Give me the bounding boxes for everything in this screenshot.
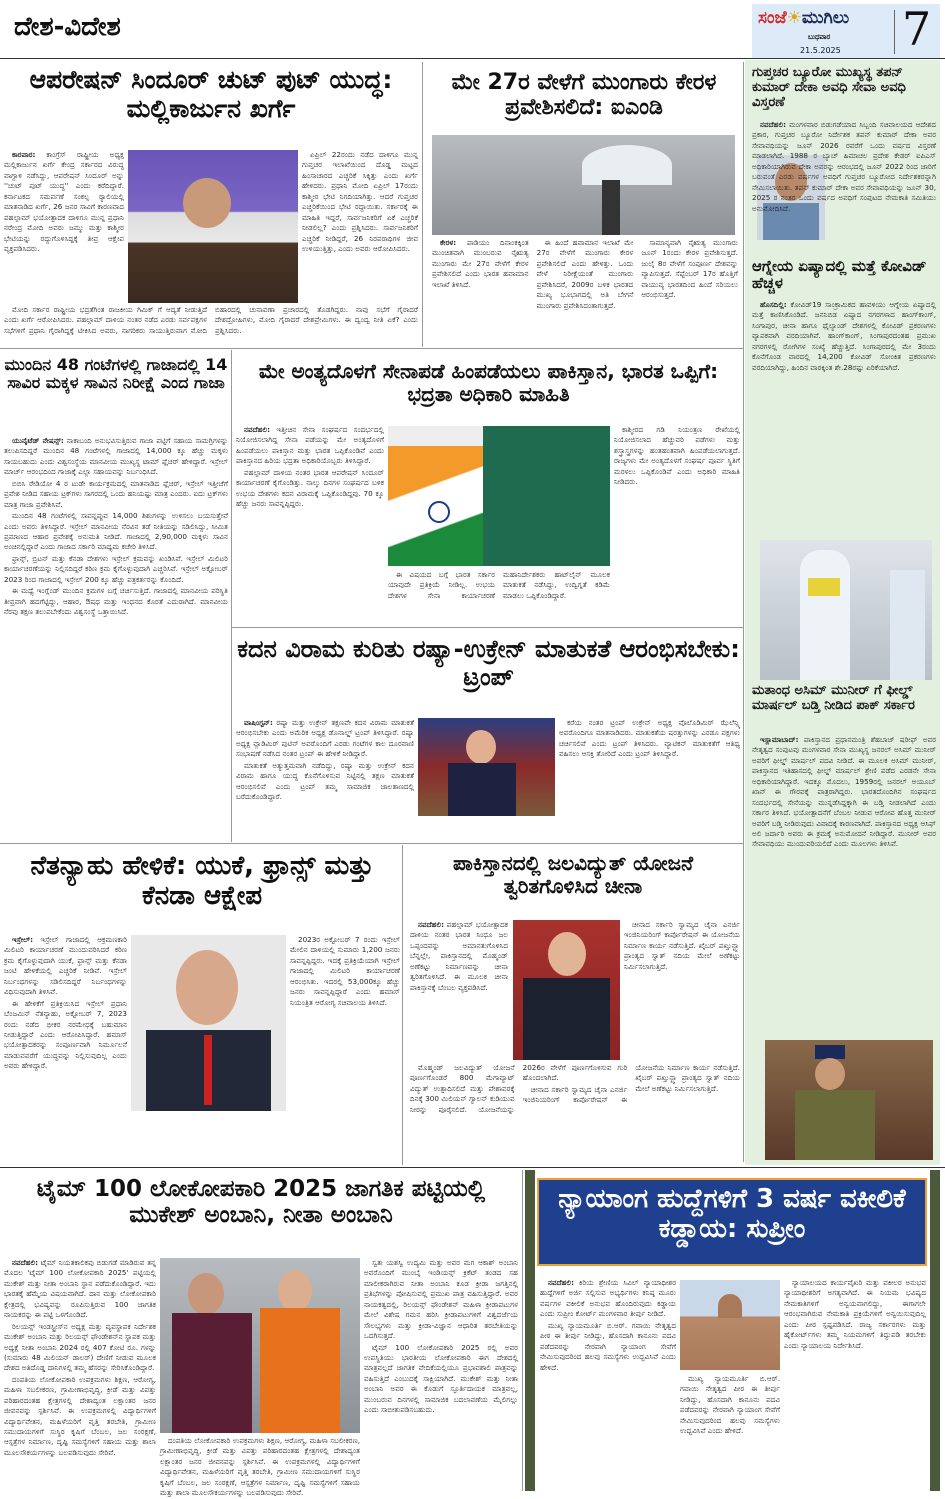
text-span: ಇಸ್ಲಾಮಾಬಾದ್: bbox=[760, 735, 799, 744]
headline: ಮೇ ಅಂತ್ಯದೊಳಗೆ ಸೇನಾಪಡೆ ಹಿಂಪಡೆಯಲು ಪಾಕಿಸ್ತಾನ, ಭಾರತ ಒಪ್ಪಿಗೆ: ಭದ್ರತಾ ಅಧಿಕಾರಿ ಮಾಹಿತಿ bbox=[258, 359, 719, 406]
text-span bbox=[172, 1313, 252, 1433]
text-span: ಮೊಹ್ಮಂಡ್ ಜಲವಿದ್ಯುತ್ ಯೋಜನೆ ಪೂರ್ಣಗೊಂಡರೆ 800 ಮೆಗಾವ್ಯಾಟ್ ವಿದ್ಯುತ್ ಉತ್ಪಾದಿಸಲಿದೆ ಮತ್ತು ಪೇಶಾವರಕ್ಕೆ ದಿನಕ್ಕೆ 300 ಮಿಲಿಯನ್ ಗ್ಯಾಲನ್ ಕುಡಿಯುವ ನೀರನ್ನು ಪೂರೈಸಲಿದೆ. ಯೋಜನೆಯನ್ನು 2026ರ ವೇಳೆಗೆ ಪೂರ್ಣಗೊಳಿಸುವ ಗುರಿ ಹೊಂದಲಾಗಿದೆ. bbox=[410, 1063, 628, 1114]
text-span: ನವದೆಹಲಿ: bbox=[244, 425, 270, 434]
article-body bbox=[410, 1063, 740, 1163]
text-span: ನವದೆಹಲಿ: bbox=[760, 120, 786, 129]
text-span bbox=[466, 730, 496, 764]
article-body bbox=[388, 570, 610, 624]
article-body bbox=[4, 150, 124, 305]
text-span: ನ್ಯಾಯಾಲಯದ ಕಾರ್ಯವೈಖರಿ ಮತ್ತು ವಕೀಲರ ಅನುಭವ ನ್ಯಾಯಾಧೀಶರಿಗೆ ಅಗತ್ಯವಾಗಿದೆ. ಈ ನಿಯಮ ಭವಿಷ್ಯದ ನೇಮಕಾತಿಗಳಿಗೆ ಅನ್ವಯವಾಗಲಿದ್ದು, ಈಗಾಗಲೇ ಆರಂಭವಾಗಿರುವ ನೇಮಕಾತಿ ಪ್ರಕ್ರಿಯೆಗಳಿಗೆ ಅನ್ವಯಿಸುವುದಿಲ್ಲ ಎಂದು ಪೀಠ ಸ್ಪಷ್ಟಪಡಿಸಿದೆ. ರಾಜ್ಯ ಸರ್ಕಾರಗಳು ಮತ್ತು ಹೈಕೋರ್ಟ್‌ಗಳು ತಮ್ಮ ನಿಯಮಗಳಿಗೆ ತಿದ್ದುಪಡಿ ತರಬೇಕು ಎಂದು ನ್ಯಾಯಾಲಯ ನಿರ್ದೇಶಿಸಿದೆ. bbox=[784, 1278, 926, 1350]
text-span: ಕಿರಿಯ ಶ್ರೇಣಿಯ ಸಿವಿಲ್ ನ್ಯಾಯಾಧೀಶರ ಹುದ್ದೆಗಳಿಗೆ ಅರ್ಜಿ ಸಲ್ಲಿಸುವ ಅಭ್ಯರ್ಥಿಗಳು ಕನಿಷ್ಠ ಮೂರು ವರ್ಷಗಳ ವಕೀಲಿಕೆ ಅನುಭವ ಹೊಂದಿರುವುದು ಕಡ್ಡಾಯ ಎಂದು ಸುಪ್ರೀಂ ಕೋರ್ಟ್ ಮಂಗಳವಾರ ತೀರ್ಪು ನೀಡಿದೆ. bbox=[540, 1278, 676, 1319]
text-span bbox=[410, 920, 508, 993]
text-span bbox=[432, 238, 529, 290]
text-span: ವಾಷಿಂಗ್ಟನ್: bbox=[244, 718, 273, 727]
text-span bbox=[4, 935, 127, 998]
text-span: ಈ ವಿಷಯದ ಬಗ್ಗೆ ಭಾರತ ಸರ್ಕಾರ ಯಾವುದೇ ಪ್ರತಿಕ್ರಿಯೆ ನೀಡಿಲ್ಲ. ಉಭಯ ದೇಶಗಳ ಸೇನಾ ಕಾರ್ಯಾಚರಣೆ ಮಹಾನಿರ್ದೇಶಕರು ಹಾಟ್‌ಲೈನ್ ಮೂಲಕ ಮಾತುಕತೆ ನಡೆಸಿದ್ದು, ಉದ್ವಿಗ್ನತೆ ಕಡಿಮೆ ಮಾಡಲು ಒಪ್ಪಿಕೊಂಡಿದ್ದಾರೆ. bbox=[388, 570, 610, 600]
text-span: ಪಹಲ್ಗಾಮ್ ಭಯೋತ್ಪಾದಕ ದಾಳಿಯ ನಂತರ ಭಾರತ ಸಿಂಧೂ ಜಲ ಒಪ್ಪಂದವನ್ನು ಅಮಾನತುಗೊಳಿಸಿದ ಬೆನ್ನಲ್ಲೇ, ಪಾಕಿಸ್ತಾನದಲ್ಲಿ ಮೊಹ್ಮಂಡ್ ಅಣೆಕಟ್ಟು ನಿರ್ಮಾಣವನ್ನು ಚೀನಾ ತ್ವರಿತಗೊಳಿಸಿದೆ. ಈ ಮೂಲಕ ಚೀನಾ ಪಾಕಿಸ್ತಾನಕ್ಕೆ ಬೆಂಬಲ ವ್ಯಕ್ತಪಡಿಸಿದೆ. bbox=[410, 920, 508, 992]
text-span: ಪಹಲ್ಗಾಮ್ ದಾಳಿಯ ನಂತರ ಭಾರತ ಆಪರೇಷನ್ ಸಿಂದೂರ್ ಕಾರ್ಯಾಚರಣೆ ಕೈಗೊಂಡಿತ್ತು. ನಾಲ್ಕು ದಿನಗಳ ಸಂಘರ್ಷದ ಬಳಿಕ ಉಭಯ ದೇಶಗಳು ಕದನ ವಿರಾಮಕ್ಕೆ ಒಪ್ಪಿಕೊಂಡಿದ್ದವು. 70 ಕ್ಕೂ ಹೆಚ್ಚು ಜನರು ಸಾವನ್ನಪ್ಪಿದ್ದರು. bbox=[236, 467, 384, 509]
sidebar-headline: ಗುಪ್ತಚರ ಬ್ಯೂರೋ ಮುಖ್ಯಸ್ಥ ತಪನ್ ಕುಮಾರ್ ದೇಕಾ ಅವಧಿ ಸೇವಾ ಅವಧಿ ವಿಸ್ತರಣೆ bbox=[752, 65, 906, 110]
article-body bbox=[4, 436, 228, 840]
text-span bbox=[188, 1273, 224, 1315]
text-span: ಈ ಮಧ್ಯೆ ಇಂಗ್ಲೆಂಡ್ ಮುಂದಿನ ಕ್ರಮಗಳ ಬಗ್ಗೆ ಚರ್ಚಿಸುತ್ತಿದೆ. ಗಾಜಾದಲ್ಲಿ ಮಾನವೀಯ ಪರಿಸ್ಥಿತಿ ತೀವ್ರವಾಗಿ ಹದಗೆಟ್ಟಿದ್ದು, ಆಹಾರ, ಔಷಧ ಮತ್ತು ಇಂಧನದ ಕೊರತೆ ಎದುರಾಗಿದೆ. ಮಾನವೀಯ ನೆರವು ತಕ್ಷಣ ತಲುಪಬೇಕೆಂದು ವಿಶ್ವಸಂಸ್ಥೆ ಒತ್ತಾಯಿಸಿದೆ. bbox=[4, 586, 228, 616]
article-body bbox=[4, 935, 127, 1163]
sun-palm-icon: ☀ bbox=[786, 8, 802, 28]
sidebar-body bbox=[752, 300, 936, 538]
photo-trump bbox=[418, 718, 555, 816]
article-body bbox=[540, 1278, 676, 1488]
sidebar-body bbox=[752, 120, 936, 250]
text-span bbox=[260, 1308, 340, 1433]
article-body bbox=[236, 718, 414, 840]
article-body bbox=[624, 920, 740, 1060]
text-span: ಯುನೈಟೆಡ್ ನೇಷನ್ಸ್: bbox=[12, 436, 64, 445]
masthead-day: ಬುಧವಾರ bbox=[808, 33, 831, 41]
text-span bbox=[204, 1035, 212, 1105]
text-span: ಇಸ್ರೇಲ್ ಗಾಜಾದಲ್ಲಿ ಆಕ್ರಮಣಕಾರಿ ಮಿಲಿಟರಿ ಕಾರ್ಯಾಚರಣೆ ಮುಂದುವರಿಸಿದರೆ ಕಠಿಣ ಕ್ರಮ ಕೈಗೊಳ್ಳುವುದಾಗಿ ಯುಕೆ, ಫ್ರಾನ್ಸ್ ಮತ್ತು ಕೆನಡಾ ಜಂಟಿ ಹೇಳಿಕೆಯಲ್ಲಿ ಎಚ್ಚರಿಕೆ ನೀಡಿವೆ. ಇಸ್ರೇಲ್ ನಿರ್ಬಂಧಗಳನ್ನು ಸಡಿಲಿಸದಿದ್ದರೆ ನಿರ್ಬಂಧಗಳನ್ನು ವಿಧಿಸುವುದಾಗಿ ತಿಳಿಸಿವೆ. bbox=[4, 935, 127, 997]
column-rule bbox=[0, 58, 945, 59]
photo-india-pakistan-flags bbox=[388, 426, 610, 566]
text-span bbox=[800, 550, 850, 680]
headline: ಪಾಕಿಸ್ತಾನದಲ್ಲಿ ಜಲವಿದ್ಯುತ್ ಯೋಜನೆ ತ್ವರಿತಗೊಳಿಸಿದ ಚೀನಾ bbox=[452, 851, 694, 898]
headline: ಮುಂದಿನ 48 ಗಂಟೆಗಳಲ್ಲಿ ಗಾಜಾದಲ್ಲಿ 14 ಸಾವಿರ ಮಕ್ಕಳ ಸಾವಿನ ನಿರೀಕ್ಷೆ ಎಂದ ಗಾಜಾ bbox=[4, 355, 228, 393]
text-span bbox=[540, 1278, 676, 1320]
text-span: ದಂಪತಿಯ ಲೋಕೋಪಕಾರಿ ಉಪಕ್ರಮಗಳು ಶಿಕ್ಷಣ, ಆರೋಗ್ಯ, ಮಹಿಳಾ ಸಬಲೀಕರಣ, ಗ್ರಾಮೀಣಾಭಿವೃದ್ಧಿ, ಕ್ರೀಡೆ ಮತ್ತು ವಿಪತ್ತು ಪರಿಹಾರದಂತಹ ಕ್ಷೇತ್ರಗಳಲ್ಲಿ ದೇಶಾದ್ಯಂತ ಲಕ್ಷಾಂತರ ಜನರ ಜೀವನವನ್ನು ಸ್ಪರ್ಶಿಸಿವೆ. ಈ ಉಪಕ್ರಮಗಳಲ್ಲಿ ವಿದ್ಯಾರ್ಥಿಗಳಿಗೆ ವಿದ್ಯಾರ್ಥಿವೇತನ, ಮಹಿಳೆಯರಿಗೆ ವೃತ್ತಿ ತರಬೇತಿ, ಗ್ರಾಮೀಣ ಸಮುದಾಯಗಳಿಗೆ ಸುಸ್ಥಿರ ಕೃಷಿಗೆ ಬೆಂಬಲ, ಜಲ ಸಂರಕ್ಷಣೆ, ಆಸ್ಪತ್ರೆಗಳ ನಿರ್ಮಾಣ, ದೃಷ್ಟಿ ಸಮಸ್ಯೆಗಳಿಗೆ ಸಹಾಯ ಮತ್ತು ಶಾಲಾ ಮೂಲಸೌಕರ್ಯಗಳನ್ನು ಬಲಪಡಿಸುವುದು ಸೇರಿವೆ. bbox=[160, 1436, 360, 1498]
text-span bbox=[752, 120, 936, 214]
text-span bbox=[815, 1058, 845, 1090]
text-span: ಮುಂದಿನ 48 ಗಂಟೆಗಳಲ್ಲಿ ಸಾವನ್ನಪ್ಪುವ 14,000 ಶಿಶುಗಳನ್ನು ಉಳಿಸಲು ಬಯಸುತ್ತೇವೆ ಎಂದು ಅವರು ತಿಳಿಸಿದ್ದಾರೆ. ಇಸ್ರೇಲ್ ಮಾನವೀಯ ನೆರವಿನ ತಡೆ ನೀತಿಯನ್ನು ಸಡಿಲಿಸಿದ್ದು, ಸೀಮಿತ ಪ್ರಮಾಣದ ಆಹಾರ ಪ್ರವೇಶಕ್ಕೆ ಅನುಮತಿ ನೀಡಿದೆ. ಗಾಜಾದಲ್ಲಿ 2,90,000 ಮಕ್ಕಳು ಸಾವಿನ ಅಂಚಿನಲ್ಲಿದ್ದಾರೆ ಎಂದು ಗಾಜಾದ ಸರ್ಕಾರಿ ಮಾಧ್ಯಮ ಕಚೇರಿ ತಿಳಿಸಿದೆ. bbox=[4, 511, 228, 552]
headline: ಮೇ 27ರ ವೇಳೆಗೆ ಮುಂಗಾರು ಕೇರಳ ಪ್ರವೇಶಿಸಲಿದೆ: ಐಎಂಡಿ bbox=[451, 70, 717, 121]
article-body bbox=[302, 150, 418, 305]
article-body bbox=[784, 1278, 926, 1488]
sidebar-headline: ಮತಾಂಧ ಅಸಿಮ್ ಮುನೀರ್ ಗೆ ಫೀಲ್ಡ್ ಮಾರ್ಷಲ್ ಬಡ್ತಿ ನೀಡಿದ ಪಾಕ್ ಸರ್ಕಾರ bbox=[752, 683, 915, 713]
article-body bbox=[614, 425, 740, 623]
sidebar-body bbox=[752, 735, 936, 1037]
text-span bbox=[548, 932, 586, 976]
text-span: ಮುಖ್ಯ ನ್ಯಾಯಮೂರ್ತಿ ಬಿ.ಆರ್. ಗವಾಯಿ ನೇತೃತ್ವದ ಪೀಠ ಈ ತೀರ್ಪು ನೀಡಿದ್ದು, ಹೊಸದಾಗಿ ಕಾನೂನು ಪದವಿ ಪಡೆದವರನ್ನು ನೇರವಾಗಿ ನ್ಯಾಯಾಂಗ ಸೇವೆಗೆ ನೇಮಿಸುವುದರಿಂದ ಹಲವು ಸಮಸ್ಯೆಗಳು ಉದ್ಭವಿಸಿವೆ ಎಂದು ಹೇಳಿದೆ. bbox=[680, 1374, 780, 1436]
photo-asim-munir bbox=[765, 1040, 933, 1160]
text-span: ಮಂಗಳವಾರ ಬಿಡುಗಡೆಯಾದ ಸಿಬ್ಬಂದಿ ಸಚಿವಾಲಯದ ಆದೇಶದ ಪ್ರಕಾರ, ಗುಪ್ತಚರ ಬ್ಯೂರೋ ನಿರ್ದೇಶಕ ತಪನ್ ಕುಮಾರ್ ದೇಕಾ ಅವರ ಸೇವಾವಧಿಯನ್ನು ಜೂನ್ 2026 ರವರೆಗೆ ಒಂದು ವರ್ಷದ ವಿಸ್ತರಣೆ ಮಾಡಲಾಗಿದೆ. 1988 ರ ಬ್ಯಾಚ್ ಹಿಮಾಚಲ ಪ್ರದೇಶ ಕೇಡರ್ ಐಪಿಎಸ್ ಅಧಿಕಾರಿಯಾಗಿರುವ ದೇಕಾ ಅವರನ್ನು ಆರಂಭದಲ್ಲಿ ಜೂನ್ 2022 ರಿಂದ ಜಾರಿಗೆ ಬರುವಂತೆ ಎರಡು ವರ್ಷಗಳ ಅವಧಿಗೆ ಗುಪ್ತಚರ ಬ್ಯೂರೋದ ನಿರ್ದೇಶಕರನ್ನಾಗಿ ನೇಮಿಸಲಾಯಿತು. ತಪನ್ ಕುಮಾರ್ ದೇಕಾ ಅವರ ಸೇವಾವಧಿಯನ್ನು ಜೂನ್ 30, 2025 ರ ನಂತರ ಒಂದು ವರ್ಷದ ಅವಧಿಗೆ ಸಂಪುಟದ ನೇಮಕಾತಿ ಸಮಿತಿಯು ಅನುಮೋದಿಸಿದೆ. bbox=[752, 120, 936, 213]
text-span: ಕಾಶ್ಮೀರದ ಗಡಿ ನಿಯಂತ್ರಣ ರೇಖೆಯಲ್ಲಿ ನಿಯೋಜಿಸಲಾದ ಹೆಚ್ಚುವರಿ ಪಡೆಗಳು ಮತ್ತು ಶಸ್ತ್ರಾಸ್ತ್ರಗಳನ್ನು ಹಂತಹಂತವಾಗಿ ಹಿಂಪಡೆಯಲಾಗುತ್ತದೆ. ರಾಜ್ಯಗಳು ಮೇ ಅಂತ್ಯದೊಳಗೆ ಸಂಘರ್ಷ ಪೂರ್ವ ಸ್ಥಿತಿಗೆ ಮರಳಲು ಒಪ್ಪಿಕೊಂಡಿವೆ ಎಂದು ಅಧಿಕಾರಿ ಮಾಹಿತಿ ನೀಡಿದರು. bbox=[614, 425, 740, 487]
headline: ಟೈಮ್ 100 ಲೋಕೋಪಕಾರಿ 2025 ಜಾಗತಿಕ ಪಟ್ಟಿಯಲ್ಲಿ ಮುಕೇಶ್ ಅಂಬಾನಿ, ನೀತಾ ಅಂಬಾನಿ bbox=[36, 1176, 486, 1229]
masthead-logo bbox=[758, 8, 849, 28]
decorative-border bbox=[525, 1170, 535, 1491]
text-span: ಮಾತುಕತೆ ಅತ್ಯುತ್ತಮವಾಗಿ ನಡೆದಿದ್ದು, ರಷ್ಯಾ ಮತ್ತು ಉಕ್ರೇನ್ ಕದನ ವಿರಾಮ ಹಾಗೂ ಯುದ್ಧ ಕೊನೆಗೊಳಿಸುವ ನಿಟ್ಟಿನಲ್ಲಿ ತಕ್ಷಣ ಮಾತುಕತೆ ಆರಂಭಿಸಲಿವೆ ಎಂದು ಟ್ರಂಪ್ ತಮ್ಮ ಸಾಮಾಜಿಕ ಜಾಲತಾಣದಲ್ಲಿ ಬರೆದುಕೊಂಡಿದ್ದಾರೆ. bbox=[236, 760, 414, 802]
photo-monsoon-rain bbox=[432, 135, 735, 235]
text-span bbox=[483, 426, 610, 566]
text-span bbox=[4, 150, 124, 254]
photo-netanyahu bbox=[131, 935, 286, 1111]
article-body bbox=[4, 1258, 156, 1488]
article-body bbox=[559, 718, 740, 840]
text-span: ಇತ್ತೀಚಿನ ಸೇನಾ ಸಂಘರ್ಷದ ಸಂದರ್ಭದಲ್ಲಿ ನಿಯೋಜಿಸಲಾಗಿದ್ದ ಸೇನಾ ಪಡೆಯನ್ನು ಮೇ ಅಂತ್ಯದೊಳಗೆ ಹಿಂಪಡೆಯಲು ಪಾಕಿಸ್ತಾನ ಮತ್ತು ಭಾರತ ಒಪ್ಪಿಕೊಂಡಿವೆ ಎಂದು ಪಾಕಿಸ್ತಾನದ ಹಿರಿಯ ಭದ್ರತಾ ಅಧಿಕಾರಿಯೊಬ್ಬರು ತಿಳಿಸಿದ್ದಾರೆ. bbox=[236, 425, 384, 466]
text-span: ಈ ಹೇಳಿಕೆಗೆ ಪ್ರತಿಕ್ರಿಯಿಸಿದ ಇಸ್ರೇಲ್ ಪ್ರಧಾನಿ ಬೆಂಜಮಿನ್ ನೆತನ್ಯಾಹು, ಅಕ್ಟೋಬರ್ 7, 2023 ರಂದು ನಡೆದ ಭೀಕರ ನರಮೇಧಕ್ಕೆ ಬಹುಮಾನ ನೀಡುತ್ತಿದ್ದಾರೆ ಎಂದು ಆರೋಪಿಸಿದ್ದಾರೆ. ಹಮಾಸ್ ಭಯೋತ್ಪಾದಕರನ್ನು ಸಂಪೂರ್ಣವಾಗಿ ನಿರ್ಮೂಲನೆ ಮಾಡುವವರೆಗೆ ಯುದ್ಧವನ್ನು ನಿಲ್ಲಿಸುವುದಿಲ್ಲ ಎಂದು ಅವರು ಹೇಳಿದ್ದಾರೆ. bbox=[4, 998, 127, 1071]
text-span: ಕೋವಿಡ್19 ಸಾಂಕ್ರಾಮಿಕದ ಹಾವಳಿಯು ಆಗ್ನೇಯ ಏಷ್ಯಾದಲ್ಲಿ ಮತ್ತೆ ಕಾಣಿಸಿಕೊಂಡಿದೆ. ಜನನಿಬಿಡ ಏಷ್ಯಾದ ನಗರಗಳಾದ ಹಾಂಗ್‌ಕಾಂಗ್, ಸಿಂಗಾಪುರ, ಚೀನಾ ಹಾಗೂ ಥೈಲ್ಯಾಂಡ್ ದೇಶಗಳಲ್ಲಿ ಕೋವಿಡ್ ಪ್ರಕರಣಗಳು ವ್ಯಾಪಕವಾಗಿ ವರದಿಯಾಗಿವೆ. ಹಾಂಗ್‌ಕಾಂಗ್, ಸಿಂಗಾಪುರದಂತಹ ಪ್ರಮುಖ ನಗರಗಳಲ್ಲಿ ರೋಗಿಗಳ ಸಂಖ್ಯೆ ಹೆಚ್ಚುತ್ತಿದೆ. ಸಿಂಗಾಪುರದಲ್ಲಿ ಮೇ 3ರಂದು ಕೊನೆಗೊಂಡ ವಾರದಲ್ಲಿ 14,200 ಕೋವಿಡ್ ಸೋಂಕಿತ ಪ್ರಕರಣಗಳು ವರದಿಯಾಗಿದ್ದು, ಹಿಂದಿನ ವಾರಕ್ಕಿಂತ ಶೇ.28ರಷ್ಟು ಏರಿಕೆಯಾಗಿದೆ. bbox=[752, 300, 937, 372]
photo-ppe-health-workers bbox=[760, 540, 932, 680]
text-span bbox=[448, 763, 516, 816]
text-span bbox=[808, 578, 840, 596]
text-span: ಸ್ವತಃ ಯಶಸ್ವಿ ಉದ್ಯಮಿ ಮತ್ತು ಅವರ ಮಗ ಆಕಾಶ್ ಅಂಬಾನಿ ಅವರೊಂದಿಗೆ ಮುಂಬೈ ಇಂಡಿಯನ್ಸ್ ಕ್ರಿಕೆಟ್ ತಂಡದ ಸಹ ಮಾಲೀಕರಾಗಿರುವ ನೀತಾ ಅಂಬಾನಿ ಕೂಡ ಕ್ರೀಡಾ ಜಗತ್ತಿನಲ್ಲಿ ಪ್ರತಿಭೆಗಳನ್ನು ಪೋಷಿಸುವಲ್ಲಿ ಪ್ರಮುಖ ಪಾತ್ರ ವಹಿಸುತ್ತಿದ್ದಾರೆ. ಅವರ ನಾಯಕತ್ವದಲ್ಲಿ, ರಿಲಯನ್ಸ್ ಫೌಂಡೇಶನ್ ಮಹಿಳಾ ಕ್ರೀಡಾಪಟುಗಳ ಮೇಲೆ ವಿಶೇಷ ಗಮನ ಹರಿಸಿ ಕ್ರೀಡಾಪಟುಗಳಿಗೆ ವಿಶ್ವದರ್ಜೆಯ ಸೌಲಭ್ಯಗಳು ಮತ್ತು ಕ್ರೀಡಾ-ವಿಜ್ಞಾನ ಆಧಾರಿತ ತರಬೇತಿಯನ್ನು ಒದಗಿಸುತ್ತದೆ. bbox=[364, 1258, 518, 1341]
text-span: ನವದೆಹಲಿ: bbox=[12, 1258, 38, 1267]
article-body bbox=[364, 1258, 518, 1488]
text-span: ರಷ್ಯಾ ಮತ್ತು ಉಕ್ರೇನ್ ತಕ್ಷಣವೇ ಕದನ ವಿರಾಮ ಮಾತುಕತೆ ಆರಂಭಿಸಬೇಕು ಎಂದು ಅಮೆರಿಕ ಅಧ್ಯಕ್ಷ ಡೊನಾಲ್ಡ್ ಟ್ರಂಪ್ ತಿಳಿಸಿದ್ದಾರೆ. ರಷ್ಯಾ ಅಧ್ಯಕ್ಷ ವ್ಲಾಡಿಮಿರ್ ಪುಟಿನ್ ಅವರೊಂದಿಗೆ ಎರಡು ಗಂಟೆಗಳ ಕಾಲ ದೂರವಾಣಿ ಸಂಭಾಷಣೆ ನಡೆಸಿದ ನಂತರ ಟ್ರಂಪ್ ಈ ಹೇಳಿಕೆ ನೀಡಿದ್ದಾರೆ. bbox=[236, 718, 414, 759]
text-span: ದಂಪತಿಯ ಲೋಕೋಪಕಾರಿ ಉಪಕ್ರಮಗಳು ಶಿಕ್ಷಣ, ಆರೋಗ್ಯ, ಮಹಿಳಾ ಸಬಲೀಕರಣ, ಗ್ರಾಮೀಣಾಭಿವೃದ್ಧಿ, ಕ್ರೀಡೆ ಮತ್ತು ವಿಪತ್ತು ಪರಿಹಾರದಂತಹ ಕ್ಷೇತ್ರಗಳಲ್ಲಿ ದೇಶಾದ್ಯಂತ ಲಕ್ಷಾಂತರ ಜನರ ಜೀವನವನ್ನು ಸ್ಪರ್ಶಿಸಿವೆ. ಈ ಉಪಕ್ರಮಗಳಲ್ಲಿ ವಿದ್ಯಾರ್ಥಿಗಳಿಗೆ ವಿದ್ಯಾರ್ಥಿವೇತನ, ಮಹಿಳೆಯರಿಗೆ ವೃತ್ತಿ ತರಬೇತಿ, ಗ್ರಾಮೀಣ ಸಮುದಾಯಗಳಿಗೆ ಸುಸ್ಥಿರ ಕೃಷಿಗೆ ಬೆಂಬಲ, ಜಲ ಸಂರಕ್ಷಣೆ, ಆಸ್ಪತ್ರೆಗಳ ನಿರ್ಮಾಣ, ದೃಷ್ಟಿ ಸಮಸ್ಯೆಗಳಿಗೆ ಸಹಾಯ ಮತ್ತು ಶಾಲಾ ಮೂಲಸೌಕರ್ಯಗಳನ್ನು ಬಲಪಡಿಸುವುದು ಸೇರಿವೆ. bbox=[4, 1374, 156, 1457]
masthead-name-a: ಸಂಜೆ bbox=[758, 8, 787, 28]
text-span: ಟೈಮ್ ನಿಯತಕಾಲಿಕವು ಬಿಡುಗಡೆ ಮಾಡಿರುವ ತನ್ನ ಮೊದಲ 'ಟೈಮ್ 100 ಲೋಕೋಪಕಾರಿ 2025' ಪಟ್ಟಿಯಲ್ಲಿ ಮುಕೇಶ್ ಮತ್ತು ನೀತಾ ಅಂಬಾನಿ ಸ್ಥಾನ ಪಡೆದುಕೊಂಡಿದ್ದಾರೆ. ಇದು ಭಾರತಕ್ಕೆ ಹೆಮ್ಮೆಯ ವಿಷಯವಾಗಿದೆ. ದಾನ ಮತ್ತು ಲೋಕೋಪಕಾರಿ ಕ್ಷೇತ್ರದಲ್ಲಿ ಭವಿಷ್ಯವನ್ನು ರೂಪಿಸುತ್ತಿರುವ 100 ಜಾಗತಿಕ ನಾಯಕರನ್ನು ಈ ಪಟ್ಟಿ ಒಳಗೊಂಡಿದೆ. bbox=[4, 1258, 156, 1320]
text-span: ಕೇರಳ: bbox=[440, 238, 457, 247]
text-span bbox=[752, 300, 936, 373]
text-span: ಪಾಕಿಸ್ತಾನದ ಪ್ರಧಾನಮಂತ್ರಿ ಶೆಹಬಾಜ್ ಷರೀಫ್ ಅವರ ನೇತೃತ್ವದ ಸಂಪುಟವು ಮಂಗಳವಾರ ಸೇನಾ ಮುಖ್ಯಸ್ಥ ಜನರಲ್ ಅಸಿಮ್ ಮುನೀರ್ ಅವರಿಗೆ ಫೀಲ್ಡ್ ಮಾರ್ಷಲ್ ಪದವಿ ನೀಡಿದೆ. ಈ ಮೂಲಕ ಅಸಿಮ್ ಮುನೀರ್, ಪಾಕಿಸ್ತಾನದ ಇತಿಹಾಸದಲ್ಲಿ ಫೀಲ್ಡ್ ಮಾರ್ಷಲ್ ಶ್ರೇಣಿ ಪಡೆದ ಎರಡನೇ ಸೇನಾ ಅಧಿಕಾರಿಯಾಗಿದ್ದಾರೆ. ಇದಕ್ಕೂ ಮೊದಲು, 1959ರಲ್ಲಿ ಜನರಲ್ ಅಯೂಬ್ ಖಾನ್ ಈ ಗೌರವಕ್ಕೆ ಪಾತ್ರರಾಗಿದ್ದರು. ಭಾರತದೊಂದಿಗಿನ ಸಂಘರ್ಷದ ಸಂದರ್ಭದಲ್ಲಿ ಸೇನೆಯನ್ನು ಮುನ್ನಡೆಸಿದ್ದಕ್ಕಾಗಿ ಈ ಬಡ್ತಿ ನೀಡಲಾಗಿದೆ ಎಂದು ಸರ್ಕಾರ ತಿಳಿಸಿದೆ. ಭಯೋತ್ಪಾದನೆಗೆ ಬೆಂಬಲ ನೀಡುವ ಆರೋಪ ಹೊತ್ತ ಮುನೀರ್ ಅವರಿಗೆ ಬಡ್ತಿ ನೀಡಿರುವುದು ವಿವಾದಕ್ಕೆ ಕಾರಣವಾಗಿದೆ. ಪಾಕಿಸ್ತಾನದ ಅಧ್ಯಕ್ಷ ಆಸಿಫ್ ಅಲಿ ಜರ್ದಾರಿ ಅವರು ಈ ಕ್ರಮಕ್ಕೆ ಅನುಮೋದನೆ ನೀಡಿದ್ದಾರೆ. ಮುನೀರ್ ಅವರ ಸೇವಾವಧಿಯು ಮುಂದುವರಿಯಲಿದೆ ಎಂದು ಮೂಲಗಳು ತಿಳಿಸಿವೆ. bbox=[752, 735, 936, 849]
decorative-border bbox=[930, 1170, 940, 1491]
text-span bbox=[428, 501, 450, 523]
text-span: ಹೊಸದಿಲ್ಲಿ: bbox=[760, 300, 787, 309]
text-span bbox=[236, 425, 384, 467]
text-span bbox=[718, 1294, 742, 1318]
headline: ಆಪರೇಷನ್ ಸಿಂದೂರ್ ಚುಟ್ ಪುಟ್ ಯುದ್ಧ: ಮಲ್ಲಿಕಾರ್ಜುನ ಖರ್ಗೆ bbox=[29, 65, 393, 123]
masthead-name-b: ಮುಗಿಲು bbox=[801, 8, 850, 28]
text-span bbox=[602, 180, 620, 235]
column-rule bbox=[422, 62, 423, 347]
column-rule bbox=[231, 350, 232, 842]
column-rule bbox=[232, 627, 743, 628]
photo-kharge bbox=[128, 150, 298, 303]
text-span: ನವದೆಹಲಿ: bbox=[418, 920, 444, 929]
column-rule bbox=[402, 845, 403, 1165]
text-span: ಕಾಂಗ್ರೆಸ್ ರಾಷ್ಟ್ರೀಯ ಅಧ್ಯಕ್ಷ ಮಲ್ಲಿಕಾರ್ಜುನ ಖರ್ಗೆ ಕೇಂದ್ರ ಸರ್ಕಾರದ ವಿರುದ್ಧ ವಾಗ್ದಾಳಿ ನಡೆಸಿದ್ದು, ಆಪರೇಷನ್ ಸಿಂದೂರ್ ಅನ್ನು ''ಚುಟ್ ಪುಟ್ ಯುದ್ಧ'' ಎಂದು ಕರೆದಿದ್ದಾರೆ. ಕರ್ನಾಟಕದ ಸಮರ್ಪಣೆ ಸಂಕಲ್ಪ ರ್‍ಯಾಲಿಯಲ್ಲಿ ಮಾತನಾಡಿದ ಖರ್ಗೆ, 26 ಜನರ ಸಾವಿಗೆ ಕಾರಣವಾದ ಪಹಲ್ಗಾಮ್ ಭಯೋತ್ಪಾದಕ ದಾಳಿಗೂ ಮುನ್ನ ಪ್ರಧಾನಿ ನರೇಂದ್ರ ಮೋದಿ ಅವರು ಜಮ್ಮು ಮತ್ತು ಕಾಶ್ಮೀರ ಭೇಟಿಯನ್ನು ರದ್ದುಗೊಳಿಸಿದ್ದಕ್ಕೆ ತೀವ್ರ ಆಕ್ಷೇಪ ವ್ಯಕ್ತಪಡಿಸಿದರು. bbox=[4, 150, 124, 253]
headline: ನೆತನ್ಯಾಹು ಹೇಳಿಕೆ: ಯುಕೆ, ಫ್ರಾನ್ಸ್ ಮತ್ತು ಕೆನಡಾ ಆಕ್ಷೇಪ bbox=[30, 851, 374, 911]
text-span bbox=[582, 145, 672, 185]
text-span: ಸಾಮಾನ್ಯವಾಗಿ ನೈಋತ್ಯ ಮುಂಗಾರು ಜೂನ್ 1ರಂದು ಕೇರಳ ಪ್ರವೇಶಿಸುತ್ತದೆ. ಜುಲೈ 8ರ ವೇಳೆಗೆ ಸಂಪೂರ್ಣ ದೇಶವನ್ನು ವ್ಯಾಪಿಸುತ್ತದೆ. ಸೆಪ್ಟೆಂಬರ್ 17ರ ಹೊತ್ತಿಗೆ ವಾಯುವ್ಯ ಭಾರತದಿಂದ ಹಿಂದೆ ಸರಿಯಲು ಆರಂಭಿಸುತ್ತದೆ. bbox=[641, 238, 738, 300]
column-rule bbox=[0, 348, 743, 349]
article-body bbox=[432, 238, 738, 344]
text-span: 2023ರ ಅಕ್ಟೋಬರ್ 7 ರಂದು ಇಸ್ರೇಲ್ ಮೇಲಿನ ದಾಳಿಯಲ್ಲಿ ಸುಮಾರು 1,200 ಜನರು ಸಾವನ್ನಪ್ಪಿದ್ದರು. ಇದಕ್ಕೆ ಪ್ರತಿಕ್ರಿಯೆಯಾಗಿ ಇಸ್ರೇಲ್ ಗಾಜಾದಲ್ಲಿ ಮಿಲಿಟರಿ ಕಾರ್ಯಾಚರಣೆ ಆರಂಭಿಸಿತು. ಇದರಲ್ಲಿ 53,000ಕ್ಕೂ ಹೆಚ್ಚು ಜನರು ಸಾವನ್ನಪ್ಪಿದ್ದಾರೆ ಎಂದು ಹಮಾಸ್ ನಿಯಂತ್ರಿತ ಆರೋಗ್ಯ ಸಚಿವಾಲಯ ತಿಳಿಸಿದೆ. bbox=[290, 935, 400, 1007]
article-body bbox=[4, 305, 418, 345]
text-span bbox=[183, 178, 231, 228]
text-span bbox=[4, 436, 228, 478]
column-rule bbox=[0, 843, 743, 844]
text-span: ಚೀನಾದ ಸರ್ಕಾರಿ ಸ್ವಾಮ್ಯದ ಚೈನಾ ಎನರ್ಜಿ ಇಂಜಿನಿಯರಿಂಗ್ ಕಾರ್ಪೊರೇಷನ್ ಈ ಯೋಜನೆಯ ನಿರ್ಮಾಣ ಕಾರ್ಯ ನಡೆಸುತ್ತಿದೆ. ಖೈಬರ್ ಪಖ್ತುನ್ಖ್ವಾ ಪ್ರಾಂತ್ಯದ ಸ್ವಾತ್ ನದಿಯ ಮೇಲೆ ಅಣೆಕಟ್ಟು ನಿರ್ಮಿಸಲಾಗುತ್ತಿದೆ. bbox=[522, 1063, 740, 1105]
text-span bbox=[890, 570, 925, 680]
text-span: ನಾಕಾಬಂದಿ ಅನುಭವಿಸುತ್ತಿರುವ ಗಾಜಾ ಪಟ್ಟಿಗೆ ಸಹಾಯ ಸಾಮಗ್ರಿಗಳನ್ನು ತಲುಪಿಸದಿದ್ದರೆ ಮುಂದಿನ 48 ಗಂಟೆಗಳಲ್ಲಿ ಗಾಜಾದಲ್ಲಿ 14,000 ಕ್ಕೂ ಹೆಚ್ಚು ಮಕ್ಕಳು ಸಾಯಬಹುದು ಎಂದು ವಿಶ್ವಸಂಸ್ಥೆಯ ಮಾನವೀಯ ಮುಖ್ಯಸ್ಥ ಟಾಮ್ ಫ್ಲೆಚರ್ ಹೇಳಿದ್ದಾರೆ. ಇಸ್ರೇಲ್ ಮಾರ್ಚ್ ಆರಂಭದಿಂದ ಗಾಜಾಕ್ಕೆ ಎಲ್ಲಾ ಸಹಾಯವನ್ನು ನಿರ್ಬಂಧಿಸಿದೆ. bbox=[4, 436, 228, 477]
text-span: ಏಪ್ರಿಲ್ 22ರಂದು ನಡೆದ ದಾಳಿಗೂ ಮುನ್ನ ಗುಪ್ತಚರ ಇಲಾಖೆಯಿಂದ ದೊಡ್ಡ ಮಟ್ಟದ ಹಿಂಸಾಚಾರದ ಎಚ್ಚರಿಕೆ ಸಿಕ್ಕಿತ್ತು ಎಂದು ಖರ್ಗೆ ಹೇಳಿದರು. ಪ್ರಧಾನಿ ಮೋದಿ ಏಪ್ರಿಲ್ 17ರಂದು ಕಾಶ್ಮೀರ ಭೇಟಿ ನಿಗದಿಯಾಗಿತ್ತು. ಆದರೆ ಗುಪ್ತಚರ ಎಚ್ಚರಿಕೆಯಿಂದ ಭೇಟಿ ರದ್ದಾಯಿತು. ಸರ್ಕಾರಕ್ಕೆ ಈ ಮಾಹಿತಿ ಇದ್ದರೆ, ಸಾರ್ವಜನಿಕರಿಗೆ ಏಕೆ ಎಚ್ಚರಿಕೆ ನೀಡಲಿಲ್ಲ? ಎಂದು ಪ್ರಶ್ನಿಸಿದರು. ಸಾರ್ವಜನಿಕರಿಗೆ ಎಚ್ಚರಿಕೆ ನೀಡಿದ್ದರೆ, 26 ನಿರಪರಾಧಿಗಳ ಜೀವ ಉಳಿಯುತ್ತಿತ್ತು, ಎಂದು ಅವರು ಆರೋಪಿಸಿದರು. bbox=[302, 150, 418, 253]
column-rule bbox=[522, 1170, 523, 1491]
text-span: ಬಿಬಿಸಿ ರೇಡಿಯೋ 4 ರ ಟುಡೇ ಕಾರ್ಯಕ್ರಮದಲ್ಲಿ ಮಾತನಾಡಿದ ಫ್ಲೆಚರ್, ಇಸ್ರೇಲ್ ಇತ್ತೀಚೆಗೆ ಪ್ರವೇಶ ನೀಡಿದ ಸಹಾಯ ಟ್ರಕ್‌ಗಳು ಸಾಗರದಲ್ಲಿ ಒಂದು ಹನಿಯಷ್ಟು ಮಾತ್ರ ಎಂದರು. ಐದು ಟ್ರಕ್‌ಗಳು ಮಾತ್ರ ಗಾಜಾ ಪ್ರವೇಶಿಸಿವೆ. bbox=[4, 478, 228, 509]
section-title: ದೇಶ-ವಿದೇಶ bbox=[14, 12, 121, 42]
article-body bbox=[410, 920, 508, 1060]
masthead-date: 21.5.2025 bbox=[800, 46, 841, 55]
text-span bbox=[236, 718, 414, 760]
text-span bbox=[523, 978, 610, 1060]
article-body bbox=[290, 935, 400, 1115]
photo-xi-jinping bbox=[513, 920, 620, 1060]
text-span: ಈ ಹಿಂದೆ ಹವಾಮಾನ ಇಲಾಖೆ ಮೇ 27ರ ವೇಳೆಗೆ ಮುಂಗಾರು ಕೇರಳ ಪ್ರವೇಶಿಸಲಿದೆ ಎಂದು ಹೇಳಿತ್ತು. ಒಂದು ವೇಳೆ ನಿರೀಕ್ಷೆಯಂತೆ ಮುಂಗಾರು ಪ್ರವೇಶಿಸಿದರೆ, 2009ರ ಬಳಿಕ ಭಾರತದ ಮುಖ್ಯ ಭೂಭಾಗದಲ್ಲಿ ಅತಿ ಬೇಗನೆ ಮುಂಗಾರು ಪ್ರವೇಶಿಸಿದಂತಾಗುತ್ತದೆ. bbox=[536, 238, 634, 310]
photo-mukesh-nita-ambani bbox=[160, 1258, 360, 1433]
text-span: ಕರೆಯ ನಂತರ ಟ್ರಂಪ್ ಉಕ್ರೇನ್ ಅಧ್ಯಕ್ಷ ವೊಲೊಡಿಮಿರ್ ಝೆಲೆನ್ಸ್ಕಿ ಅವರೊಂದಿಗೂ ಮಾತನಾಡಿದರು. ಮಾತುಕತೆಯ ಷರತ್ತುಗಳನ್ನು ಎರಡೂ ಪಕ್ಷಗಳು ಚರ್ಚಿಸಲಿವೆ ಎಂದು ಟ್ರಂಪ್ ತಿಳಿಸಿದರು. ವ್ಯಾಟಿಕನ್ ಮಾತುಕತೆಗೆ ಆತಿಥ್ಯ ವಹಿಸಲು ಆಸಕ್ತಿ ತೋರಿದೆ ಎಂದು ಟ್ರಂಪ್ ತಿಳಿಸಿದ್ದಾರೆ. bbox=[559, 718, 740, 759]
headline: ಕದನ ವಿರಾಮ ಕುರಿತು ರಷ್ಯಾ-ಉಕ್ರೇನ್ ಮಾತುಕತೆ ಆರಂಭಿಸಬೇಕು: ಟ್ರಂಪ್ bbox=[237, 635, 740, 691]
text-span bbox=[752, 735, 936, 850]
text-span: ರಿಲಯನ್ಸ್ ಇಂಡಸ್ಟ್ರೀಸ್‌ನ ಅಧ್ಯಕ್ಷ ಮತ್ತು ವ್ಯವಸ್ಥಾಪಕ ನಿರ್ದೇಶಕ ಮುಕೇಶ್ ಅಂಬಾನಿ ಮತ್ತು ರಿಲಯನ್ಸ್ ಫೌಂಡೇಶನ್‌ನ ಸ್ಥಾಪಕ ಮತ್ತು ಅಧ್ಯಕ್ಷೆ ನೀತಾ ಅಂಬಾನಿ 2024 ರಲ್ಲಿ 407 ಕೋಟಿ ರೂ. ಗಳನ್ನು (ಸುಮಾರು 48 ಮಿಲಿಯನ್ ಡಾಲರ್) ದೇಣಿಗೆ ನೀಡುವ ಮೂಲಕ ದೇಶದ ಅತಿದೊಡ್ಡ ದಾನಿಗಳಲ್ಲಿ ತಮ್ಮ ಹೆಸರನ್ನು ಸೇರಿಸಿಕೊಂಡಿದ್ದಾರೆ. bbox=[4, 1321, 156, 1373]
column-rule bbox=[0, 1167, 945, 1168]
article-body bbox=[160, 1436, 360, 1498]
photo-supreme-court bbox=[680, 1280, 780, 1370]
text-span: ಕಾರವಾರ: bbox=[12, 150, 36, 159]
text-span: ನವದೆಹಲಿ: bbox=[548, 1278, 574, 1287]
text-span: ಮುಖ್ಯ ನ್ಯಾಯಮೂರ್ತಿ ಬಿ.ಆರ್. ಗವಾಯಿ ನೇತೃತ್ವದ ಪೀಠ ಈ ತೀರ್ಪು ನೀಡಿದ್ದು, ಹೊಸದಾಗಿ ಕಾನೂನು ಪದವಿ ಪಡೆದವರನ್ನು ನೇರವಾಗಿ ನ್ಯಾಯಾಂಗ ಸೇವೆಗೆ ನೇಮಿಸುವುದರಿಂದ ಹಲವು ಸಮಸ್ಯೆಗಳು ಉದ್ಭವಿಸಿವೆ ಎಂದು ಹೇಳಿದೆ. bbox=[540, 1320, 676, 1372]
divider bbox=[894, 10, 895, 54]
text-span: ಫ್ರಾನ್ಸ್, ಬ್ರಿಟನ್ ಮತ್ತು ಕೆನಡಾ ದೇಶಗಳು ಇಸ್ರೇಲ್ ಕ್ರಮವನ್ನು ಖಂಡಿಸಿವೆ. ಇಸ್ರೇಲ್ ಮಿಲಿಟರಿ ಕಾರ್ಯಾಚರಣೆಯನ್ನು ನಿಲ್ಲಿಸದಿದ್ದರೆ ಕಠಿಣ ಕ್ರಮ ಕೈಗೊಳ್ಳುವುದಾಗಿ ಎಚ್ಚರಿಸಿವೆ. ಇಸ್ರೇಲ್ ಅಕ್ಟೋಬರ್ 2023 ರಿಂದ ಗಾಜಾದಲ್ಲಿ ಇಸ್ರೇಲ್ 200 ಕ್ಕೂ ಹೆಚ್ಚು ಪತ್ರಕರ್ತರನ್ನು ಕೊಂದಿದೆ. bbox=[4, 553, 228, 584]
article-body bbox=[680, 1374, 780, 1488]
text-span: ಚೀನಾದ ಸರ್ಕಾರಿ ಸ್ವಾಮ್ಯದ ಚೈನಾ ಎನರ್ಜಿ ಇಂಜಿನಿಯರಿಂಗ್ ಕಾರ್ಪೊರೇಷನ್ ಈ ಯೋಜನೆಯ ನಿರ್ಮಾಣ ಕಾರ್ಯ ನಡೆಸುತ್ತಿದೆ. ಖೈಬರ್ ಪಖ್ತುನ್ಖ್ವಾ ಪ್ರಾಂತ್ಯದ ಸ್ವಾತ್ ನದಿಯ ಮೇಲೆ ಅಣೆಕಟ್ಟು ನಿರ್ಮಿಸಲಾಗುತ್ತಿದೆ. bbox=[624, 920, 740, 971]
column-rule bbox=[743, 62, 744, 1162]
text-span bbox=[176, 950, 238, 1025]
article-body bbox=[236, 425, 384, 623]
page-number: 7 bbox=[902, 2, 932, 56]
text-span: ಇಸ್ರೇಲ್: bbox=[12, 935, 34, 944]
text-span bbox=[795, 1090, 875, 1160]
text-span: ಮೋದಿ ಸರ್ಕಾರ ರಾಷ್ಟ್ರೀಯ ಭದ್ರತೆಗಿಂತ ರಾಜಕೀಯ ಗಿಮಿಕ್ ಗೆ ಆದ್ಯತೆ ನೀಡುತ್ತಿದೆ ಎಂದು ಖರ್ಗೆ ಆರೋಪಿಸಿದರು. ಪಹಲ್ಗಾಮ್ ದಾಳಿಯ ನಂತರ ನಡೆದ ಎರಡು ಸರ್ವಪಕ್ಷಗಳ ಸಭೆಗಳಿಗೆ ಪ್ರಧಾನಿ ಗೈರಾಗಿದ್ದಕ್ಕೆ ಟೀಕಿಸಿದ ಅವರು, ನಾಗರಿಕರು ಸಾಯುತ್ತಿರುವಾಗ ಮೋದಿ ಬಿಹಾರದಲ್ಲಿ ಚುನಾವಣಾ ಪ್ರಚಾರದಲ್ಲಿ ತೊಡಗಿದ್ದರು. ನಾವು ಸಭೆಗೆ ಗೈರಾದರೆ ದೇಶದ್ರೋಹಿಗಳು, ಮೋದಿ ಗೈರಾದರೆ ದೇಶಪ್ರೇಮಿಗಳು. ಈ ದ್ವಂದ್ವ ನೀತಿ ಏಕೆ? ಎಂದು ಪ್ರಶ್ನಿಸಿದರು. bbox=[4, 305, 418, 335]
text-span: ಪಾಡಿಯಂ ದಿನಾಂಕಕ್ಕಿಂತ ಮುಂಚಿತವಾಗಿ ಮುಂಬರುವ ನೈಋತ್ಯ ಮುಂಗಾರು ಮೇ 27ರ ವೇಳೆಗೆ ಕೇರಳ ಪ್ರವೇಶಿಸಲಿದೆ ಎಂದು ಭಾರತ ಹವಾಮಾನ ಇಲಾಖೆ ತಿಳಿಸಿದೆ. bbox=[432, 238, 529, 289]
text-span bbox=[278, 1270, 312, 1312]
sidebar-headline: ಆಗ್ನೇಯ ಏಷ್ಯಾದಲ್ಲಿ ಮತ್ತೆ ಕೋವಿಡ್ ಹೆಚ್ಚಳ bbox=[752, 257, 927, 293]
text-span: ಟೈಮ್ 100 ಲೋಕೋಪಕಾರಿ 2025 ರಲ್ಲಿ ಅವರ ಉಪಸ್ಥಿತಿಯು ಭಾರತೀಯ ಲೋಕೋಪಕಾರಿ ಈಗ ದೇಶದಲ್ಲಿ ಮಾತ್ರವಲ್ಲದೆ ಜಾಗತಿಕ ವೇದಿಕೆಯಲ್ಲಿಯೂ ಪ್ರಭಾವಶಾಲಿ ಪಾತ್ರವನ್ನು ವಹಿಸುತ್ತಿದೆ ಎಂಬುದಕ್ಕೆ ಸಾಕ್ಷಿಯಾಗಿದೆ. ಮುಕೇಶ್ ಮತ್ತು ನೀತಾ ಅಂಬಾನಿ ಅವರ ಈ ಕೊಡುಗೆ ಸ್ಫೂರ್ತಿದಾಯಕ ಮಾತ್ರವಲ್ಲ, ಮುಂಬರುವ ದಿನಗಳಲ್ಲಿ ಸಾಮಾಜಿಕ ಬದಲಾವಣೆಯ ಮೈಲಿಗಲ್ಲು ಎಂದು ಸಾಬೀತುಪಡಿಸಬಹುದು. bbox=[364, 1342, 518, 1415]
text-span bbox=[815, 1045, 845, 1059]
masthead bbox=[752, 4, 940, 58]
headline: ನ್ಯಾಯಾಂಗ ಹುದ್ದೆಗಳಿಗೆ 3 ವರ್ಷ ವಕೀಲಿಕೆ ಕಡ್ಡಾಯ: ಸುಪ್ರೀಂ bbox=[558, 1184, 906, 1244]
text-span bbox=[4, 1258, 156, 1321]
